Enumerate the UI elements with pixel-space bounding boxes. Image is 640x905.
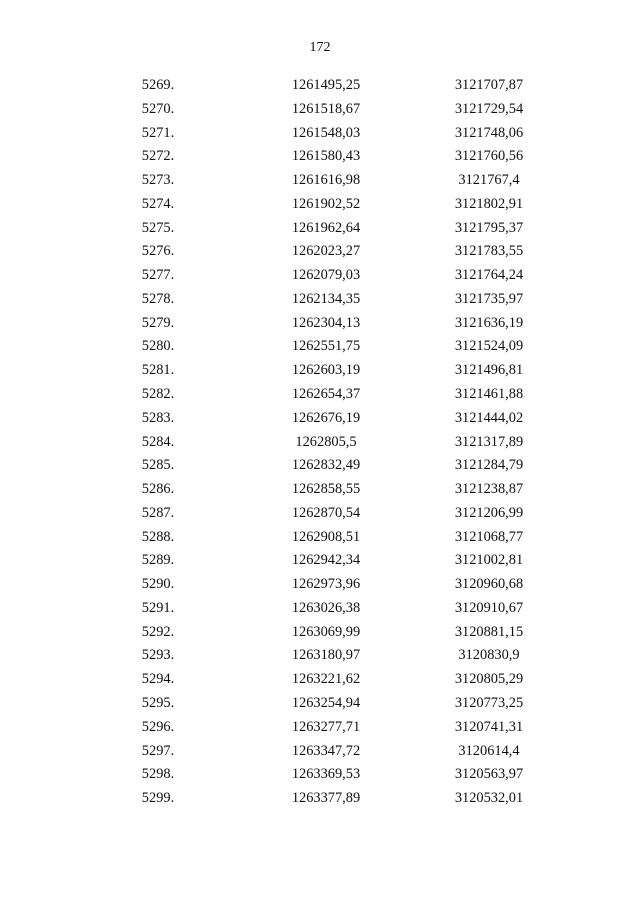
y-coordinate-cell: 3120741,31 [454,718,524,735]
y-coordinate-cell: 3120881,15 [454,623,524,640]
y-coordinate-cell: 3121729,54 [454,100,524,117]
table-row [0,216,640,240]
point-number-cell: 5273. [141,172,175,189]
page-number: 172 [309,40,331,55]
table-row [0,311,640,335]
point-number-cell: 5274. [141,195,175,212]
point-number-cell: 5288. [141,528,175,545]
table-row [0,192,640,216]
point-number-cell: 5269. [141,77,175,93]
y-coordinate-cell: 3120563,97 [454,766,524,783]
point-number-cell: 5284. [141,433,175,450]
x-coordinate-cell: 1261495,25 [291,77,361,93]
point-number-cell: 5285. [141,457,175,474]
y-coordinate-cell: 3121636,19 [454,314,524,331]
y-coordinate-cell: 3121707,87 [454,77,524,93]
table-row [0,287,640,311]
y-coordinate-cell: 3121748,06 [454,124,524,141]
y-coordinate-cell: 3121735,97 [454,290,524,307]
point-number-cell: 5297. [141,742,175,759]
point-number-cell: 5283. [141,409,175,426]
y-coordinate-cell: 3121444,02 [454,409,524,426]
x-coordinate-cell: 1261962,64 [291,219,361,236]
point-number-cell: 5272. [141,148,175,165]
table-row [0,620,640,644]
x-coordinate-cell: 1262942,34 [291,552,361,569]
x-coordinate-cell: 1263377,89 [291,790,361,807]
table-row [0,263,640,287]
y-coordinate-cell: 3121461,88 [454,386,524,402]
table-row [0,358,640,382]
x-coordinate-cell: 1261616,98 [291,172,361,189]
x-coordinate-cell: 1262079,03 [291,267,361,284]
x-coordinate-cell: 1262973,96 [291,576,361,593]
table-row [0,334,640,358]
x-coordinate-cell: 1262908,51 [291,528,361,545]
table-row [0,239,640,263]
table-row [0,430,640,454]
point-number-cell: 5281. [141,362,175,379]
y-coordinate-cell: 3121760,56 [454,148,524,165]
point-number-cell: 5293. [141,647,175,664]
x-coordinate-cell: 1262832,49 [291,457,361,474]
table-row [0,715,640,739]
y-coordinate-cell: 3121783,55 [454,243,524,260]
x-coordinate-cell: 1261902,52 [291,195,361,212]
y-coordinate-cell: 3120960,68 [454,576,524,593]
x-coordinate-cell: 1263069,99 [291,623,361,640]
table-row [0,667,640,691]
table-row [0,453,640,477]
table-row [0,739,640,763]
x-coordinate-cell: 1262654,37 [291,386,361,402]
point-number-cell: 5296. [141,718,175,735]
y-coordinate-cell: 3121802,91 [454,195,524,212]
y-coordinate-cell: 3120830,9 [458,647,520,664]
y-coordinate-cell: 3121317,89 [454,433,524,450]
table-row [0,762,640,786]
x-coordinate-cell: 1262023,27 [291,243,361,260]
y-coordinate-cell: 3121767,4 [458,172,520,189]
table-row [0,382,640,406]
y-coordinate-cell: 3120910,67 [454,599,524,616]
x-coordinate-cell: 1263277,71 [291,718,361,735]
x-coordinate-cell: 1262870,54 [291,504,361,521]
x-coordinate-cell: 1263180,97 [291,647,361,664]
point-number-cell: 5294. [141,671,175,688]
table-row [0,477,640,501]
point-number-cell: 5270. [141,100,175,117]
point-number-cell: 5295. [141,695,175,712]
x-coordinate-cell: 1263369,53 [291,766,361,783]
x-coordinate-cell: 1263026,38 [291,599,361,616]
y-coordinate-cell: 3120614,4 [458,742,520,759]
table-row [0,501,640,525]
x-coordinate-cell: 1262676,19 [291,409,361,426]
y-coordinate-cell: 3120805,29 [454,671,524,688]
x-coordinate-cell: 1262304,13 [291,314,361,331]
y-coordinate-cell: 3121238,87 [454,481,524,498]
y-coordinate-cell: 3121524,09 [454,338,524,355]
point-number-cell: 5291. [141,599,175,616]
point-number-cell: 5286. [141,481,175,498]
point-number-cell: 5290. [141,576,175,593]
table-row [0,691,640,715]
x-coordinate-cell: 1262603,19 [291,362,361,379]
table-row [0,97,640,121]
y-coordinate-cell: 3120773,25 [454,695,524,712]
table-row [0,168,640,192]
y-coordinate-cell: 3121284,79 [454,457,524,474]
y-coordinate-cell: 3121496,81 [454,362,524,379]
point-number-cell: 5275. [141,219,175,236]
y-coordinate-cell: 3121206,99 [454,504,524,521]
y-coordinate-cell: 3121002,81 [454,552,524,569]
table-row [0,144,640,168]
x-coordinate-cell: 1263254,94 [291,695,361,712]
table-row [0,643,640,667]
table-row [0,73,640,97]
point-number-cell: 5289. [141,552,175,569]
table-row [0,406,640,430]
point-number-cell: 5277. [141,267,175,284]
x-coordinate-cell: 1263221,62 [291,671,361,688]
point-number-cell: 5276. [141,243,175,260]
x-coordinate-cell: 1263347,72 [291,742,361,759]
y-coordinate-cell: 3121068,77 [454,528,524,545]
x-coordinate-cell: 1261548,03 [291,124,361,141]
point-number-cell: 5298. [141,766,175,783]
table-row [0,786,640,810]
x-coordinate-cell: 1262805,5 [295,433,357,450]
x-coordinate-cell: 1262858,55 [291,481,361,498]
table-row [0,596,640,620]
x-coordinate-cell: 1262551,75 [291,338,361,355]
point-number-cell: 5282. [141,386,175,402]
y-coordinate-cell: 3121795,37 [454,219,524,236]
y-coordinate-cell: 3120532,01 [454,790,524,807]
table-row [0,572,640,596]
point-number-cell: 5292. [141,623,175,640]
point-number-cell: 5287. [141,504,175,521]
x-coordinate-cell: 1262134,35 [291,290,361,307]
point-number-cell: 5299. [141,790,175,807]
x-coordinate-cell: 1261580,43 [291,148,361,165]
point-number-cell: 5271. [141,124,175,141]
point-number-cell: 5279. [141,314,175,331]
x-coordinate-cell: 1261518,67 [291,100,361,117]
y-coordinate-cell: 3121764,24 [454,267,524,284]
table-row [0,525,640,549]
table-row [0,548,640,572]
point-number-cell: 5278. [141,290,175,307]
point-number-cell: 5280. [141,338,175,355]
table-row [0,121,640,145]
